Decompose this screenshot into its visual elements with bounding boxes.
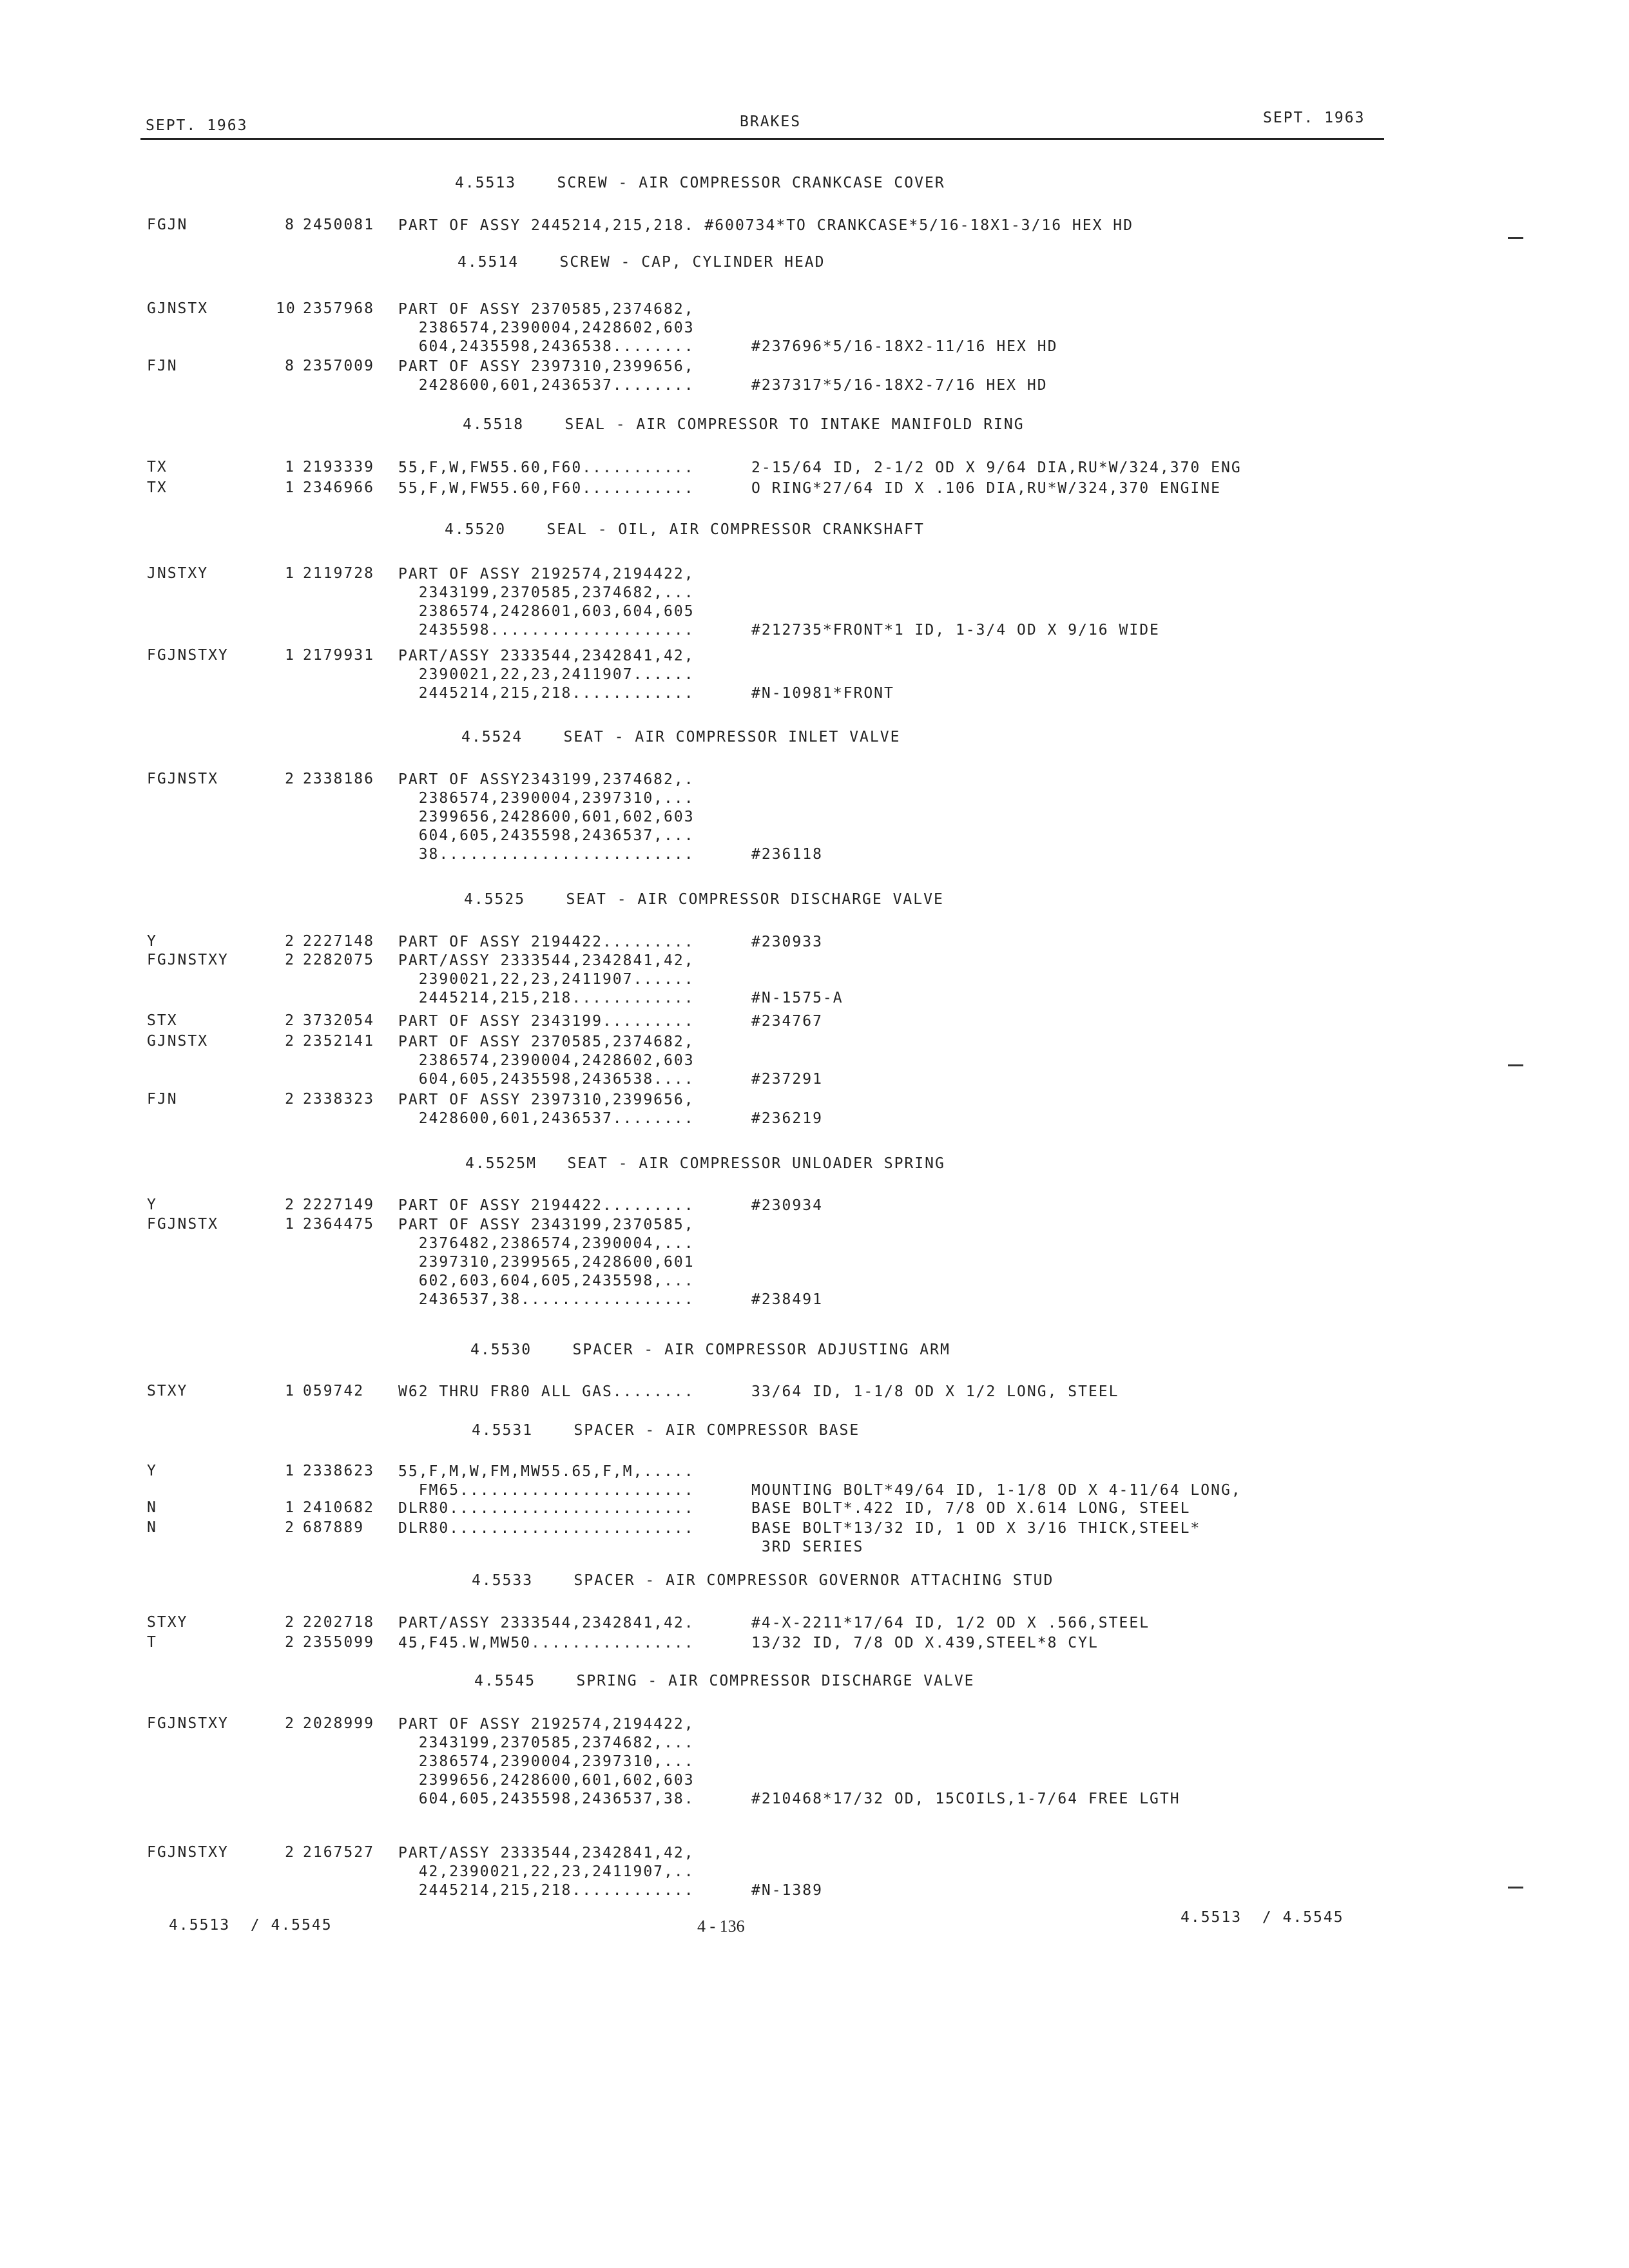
quantity: 1 bbox=[285, 565, 295, 582]
header-title: BRAKES bbox=[740, 113, 802, 130]
part-note: #236219 bbox=[751, 1110, 823, 1127]
section-heading: 4.5524 SEAT - AIR COMPRESSOR INLET VALVE bbox=[461, 729, 901, 745]
usage-description: PART/ASSY 2333544,2342841,42. bbox=[398, 1615, 695, 1631]
usage-description: PART/ASSY 2333544,2342841,42, 2390021,22,23,2411907...... 2445214,215,218............ bbox=[398, 952, 695, 1006]
quantity: 1 bbox=[285, 1383, 295, 1399]
part-number: 2338623 bbox=[303, 1463, 374, 1479]
part-number: 2028999 bbox=[303, 1715, 374, 1732]
part-note: MOUNTING BOLT*49/64 ID, 1-1/8 OD X 4-11/64 LONG, bbox=[751, 1482, 1242, 1499]
model-codes: TX bbox=[147, 459, 168, 476]
usage-description: PART OF ASSY 2343199......... bbox=[398, 1013, 695, 1030]
part-note: #237696*5/16-18X2-11/16 HEX HD bbox=[751, 338, 1058, 355]
model-codes: FGJNSTXY bbox=[147, 952, 229, 968]
model-codes: N bbox=[147, 1519, 157, 1536]
part-note: #4-X-2211*17/64 ID, 1/2 OD X .566,STEEL bbox=[751, 1615, 1150, 1631]
usage-description: PART OF ASSY 2370585,2374682, 2386574,2390004,2428602,603 604,605,2435598,2436538.... bbox=[398, 1033, 695, 1088]
footer-left-range: 4.5513 / 4.5545 bbox=[169, 1917, 333, 1934]
part-note: #236118 bbox=[751, 846, 823, 863]
part-number: 2364475 bbox=[303, 1216, 374, 1233]
part-note: 2-15/64 ID, 2-1/2 OD X 9/64 DIA,RU*W/324,370 ENG bbox=[751, 459, 1242, 476]
usage-description: 55,F,W,FW55.60,F60........... bbox=[398, 459, 695, 476]
part-note: #234767 bbox=[751, 1013, 823, 1030]
part-note: #210468*17/32 OD, 15COILS,1-7/64 FREE LGTH bbox=[751, 1791, 1181, 1807]
model-codes: FGJNSTX bbox=[147, 771, 218, 787]
margin-mark bbox=[1508, 1887, 1523, 1888]
quantity: 1 bbox=[285, 1499, 295, 1516]
usage-description: PART/ASSY 2333544,2342841,42, 2390021,22,23,2411907...... 2445214,215,218............ bbox=[398, 648, 695, 702]
header-rule bbox=[140, 138, 1384, 140]
part-note: #230934 bbox=[751, 1197, 823, 1214]
section-heading: 4.5520 SEAL - OIL, AIR COMPRESSOR CRANKSHAFT bbox=[445, 521, 925, 538]
usage-description: PART OF ASSY 2445214,215,218. #600734*TO CRANKCASE*5/16-18X1-3/16 HEX HD bbox=[398, 217, 1133, 234]
model-codes: GJNSTX bbox=[147, 1033, 209, 1050]
part-number: 2119728 bbox=[303, 565, 374, 582]
part-number: 2450081 bbox=[303, 216, 374, 233]
usage-description: 45,F45.W,MW50................ bbox=[398, 1635, 695, 1651]
part-note: #N-10981*FRONT bbox=[751, 685, 894, 702]
part-number: 2338323 bbox=[303, 1091, 374, 1108]
usage-description: 55,F,M,W,FM,MW55.65,F,M,..... FM65....................... bbox=[398, 1463, 695, 1499]
header-left-date: SEPT. 1963 bbox=[146, 117, 248, 134]
quantity: 2 bbox=[285, 1196, 295, 1213]
quantity: 1 bbox=[285, 1463, 295, 1479]
quantity: 2 bbox=[285, 1012, 295, 1029]
quantity: 1 bbox=[285, 647, 295, 664]
section-heading: 4.5533 SPACER - AIR COMPRESSOR GOVERNOR ATTACHING STUD bbox=[472, 1572, 1054, 1589]
quantity: 1 bbox=[285, 459, 295, 476]
part-number: 2355099 bbox=[303, 1634, 374, 1651]
model-codes: GJNSTX bbox=[147, 300, 209, 317]
model-codes: JNSTXY bbox=[147, 565, 209, 582]
section-heading: 4.5545 SPRING - AIR COMPRESSOR DISCHARGE VALVE bbox=[474, 1673, 975, 1689]
part-number: 3732054 bbox=[303, 1012, 374, 1029]
part-note: BASE BOLT*13/32 ID, 1 OD X 3/16 THICK,STEEL* 3RD SERIES bbox=[751, 1520, 1201, 1555]
part-number: 2338186 bbox=[303, 771, 374, 787]
part-number: 2179931 bbox=[303, 647, 374, 664]
quantity: 10 bbox=[276, 300, 296, 317]
part-number: 2352141 bbox=[303, 1033, 374, 1050]
section-heading: 4.5518 SEAL - AIR COMPRESSOR TO INTAKE MANIFOLD RING bbox=[463, 416, 1025, 433]
usage-description: W62 THRU FR80 ALL GAS........ bbox=[398, 1383, 695, 1400]
part-number: 2227148 bbox=[303, 933, 374, 950]
quantity: 2 bbox=[285, 933, 295, 950]
quantity: 2 bbox=[285, 1844, 295, 1861]
page-number: 4 - 136 bbox=[697, 1917, 745, 1936]
section-heading: 4.5513 SCREW - AIR COMPRESSOR CRANKCASE COVER bbox=[455, 175, 945, 191]
model-codes: FGJN bbox=[147, 216, 188, 233]
model-codes: Y bbox=[147, 1196, 157, 1213]
part-note: O RING*27/64 ID X .106 DIA,RU*W/324,370 ENGINE bbox=[751, 480, 1221, 497]
part-number: 2202718 bbox=[303, 1614, 374, 1631]
usage-description: PART OF ASSY 2370585,2374682, 2386574,2390004,2428602,603 604,2435598,2436538........ bbox=[398, 301, 695, 355]
part-number: 2357968 bbox=[303, 300, 374, 317]
model-codes: T bbox=[147, 1634, 157, 1651]
usage-description: DLR80........................ bbox=[398, 1500, 695, 1517]
usage-description: PART OF ASSY 2397310,2399656, 2428600,601,2436537........ bbox=[398, 1091, 695, 1127]
part-note: #212735*FRONT*1 ID, 1-3/4 OD X 9/16 WIDE bbox=[751, 622, 1160, 639]
part-number: 2410682 bbox=[303, 1499, 374, 1516]
quantity: 8 bbox=[285, 216, 295, 233]
usage-description: PART OF ASSY 2192574,2194422, 2343199,2370585,2374682,... 2386574,2390004,2397310,... 2399656,2428600,601,602,603 604,605,2435598,2436537,38. bbox=[398, 1716, 695, 1807]
quantity: 2 bbox=[285, 952, 295, 968]
quantity: 2 bbox=[285, 1715, 295, 1732]
part-note: #N-1389 bbox=[751, 1882, 823, 1899]
section-heading: 4.5531 SPACER - AIR COMPRESSOR BASE bbox=[472, 1422, 860, 1439]
section-heading: 4.5525 SEAT - AIR COMPRESSOR DISCHARGE VALVE bbox=[464, 891, 944, 908]
header-right-date: SEPT. 1963 bbox=[1263, 110, 1365, 126]
section-heading: 4.5514 SCREW - CAP, CYLINDER HEAD bbox=[458, 254, 825, 271]
margin-mark bbox=[1508, 237, 1523, 239]
usage-description: PART/ASSY 2333544,2342841,42, 42,2390021,22,23,2411907,.. 2445214,215,218............ bbox=[398, 1845, 695, 1899]
part-note: #N-1575-A bbox=[751, 990, 843, 1006]
quantity: 1 bbox=[285, 1216, 295, 1233]
usage-description: PART OF ASSY 2343199,2370585, 2376482,2386574,2390004,... 2397310,2399565,2428600,601 602,603,604,605,2435598,... 2436537,38................. bbox=[398, 1216, 695, 1308]
quantity: 1 bbox=[285, 479, 295, 496]
quantity: 2 bbox=[285, 1614, 295, 1631]
model-codes: FGJNSTX bbox=[147, 1216, 218, 1233]
usage-description: PART OF ASSY 2397310,2399656, 2428600,601,2436537........ bbox=[398, 358, 695, 394]
model-codes: N bbox=[147, 1499, 157, 1516]
usage-description: PART OF ASSY 2192574,2194422, 2343199,2370585,2374682,... 2386574,2428601,603,604,605 2435598.................... bbox=[398, 566, 695, 639]
quantity: 2 bbox=[285, 1634, 295, 1651]
part-number: 2282075 bbox=[303, 952, 374, 968]
part-number: 059742 bbox=[303, 1383, 365, 1399]
margin-mark bbox=[1508, 1064, 1523, 1066]
usage-description: DLR80........................ bbox=[398, 1520, 695, 1537]
part-number: 2346966 bbox=[303, 479, 374, 496]
model-codes: STX bbox=[147, 1012, 178, 1029]
part-note: 33/64 ID, 1-1/8 OD X 1/2 LONG, STEEL bbox=[751, 1383, 1119, 1400]
part-number: 687889 bbox=[303, 1519, 365, 1536]
model-codes: TX bbox=[147, 479, 168, 496]
part-note: #237291 bbox=[751, 1071, 823, 1088]
usage-description: PART OF ASSY2343199,2374682,. 2386574,2390004,2397310,... 2399656,2428600,601,602,603 604,605,2435598,2436537,... 38......................... bbox=[398, 771, 695, 863]
quantity: 8 bbox=[285, 358, 295, 374]
part-note: #230933 bbox=[751, 934, 823, 950]
model-codes: FGJNSTXY bbox=[147, 1715, 229, 1732]
usage-description: 55,F,W,FW55.60,F60........... bbox=[398, 480, 695, 497]
part-number: 2193339 bbox=[303, 459, 374, 476]
quantity: 2 bbox=[285, 1091, 295, 1108]
section-heading: 4.5525M SEAT - AIR COMPRESSOR UNLOADER SPRING bbox=[465, 1155, 945, 1172]
footer-right-range: 4.5513 / 4.5545 bbox=[1181, 1909, 1344, 1926]
quantity: 2 bbox=[285, 1033, 295, 1050]
part-note: #238491 bbox=[751, 1291, 823, 1308]
part-note: #237317*5/16-18X2-7/16 HEX HD bbox=[751, 377, 1048, 394]
model-codes: FJN bbox=[147, 1091, 178, 1108]
section-heading: 4.5530 SPACER - AIR COMPRESSOR ADJUSTING ARM bbox=[470, 1341, 950, 1358]
model-codes: FGJNSTXY bbox=[147, 1844, 229, 1861]
part-note: BASE BOLT*.422 ID, 7/8 OD X.614 LONG, STEEL bbox=[751, 1500, 1191, 1517]
part-number: 2227149 bbox=[303, 1196, 374, 1213]
model-codes: Y bbox=[147, 933, 157, 950]
quantity: 2 bbox=[285, 771, 295, 787]
model-codes: FJN bbox=[147, 358, 178, 374]
part-note: 13/32 ID, 7/8 OD X.439,STEEL*8 CYL bbox=[751, 1635, 1099, 1651]
model-codes: STXY bbox=[147, 1614, 188, 1631]
part-number: 2167527 bbox=[303, 1844, 374, 1861]
model-codes: STXY bbox=[147, 1383, 188, 1399]
part-number: 2357009 bbox=[303, 358, 374, 374]
model-codes: FGJNSTXY bbox=[147, 647, 229, 664]
usage-description: PART OF ASSY 2194422......... bbox=[398, 934, 695, 950]
usage-description: PART OF ASSY 2194422......... bbox=[398, 1197, 695, 1214]
model-codes: Y bbox=[147, 1463, 157, 1479]
quantity: 2 bbox=[285, 1519, 295, 1536]
